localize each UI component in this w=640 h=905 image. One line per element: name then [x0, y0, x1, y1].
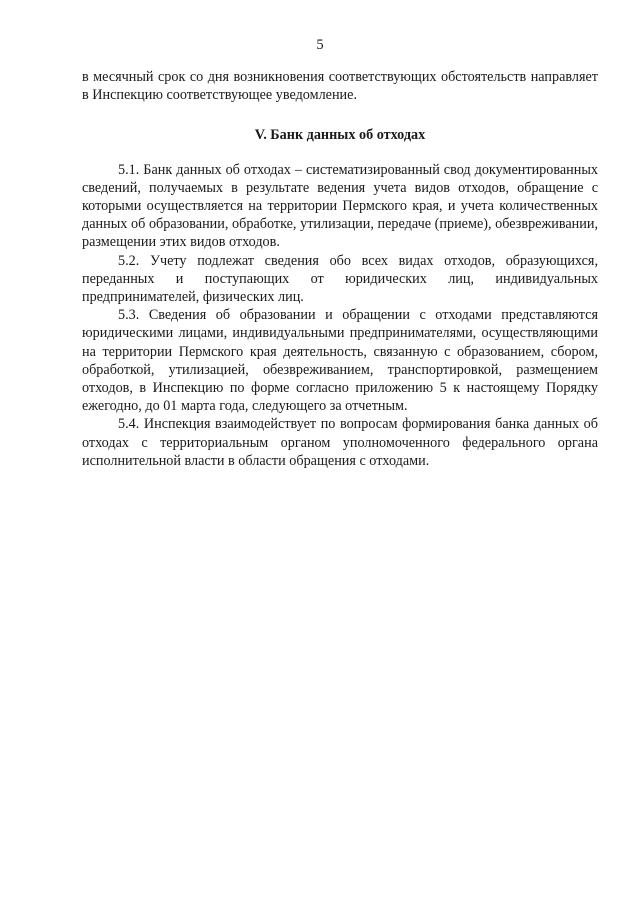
paragraph-5-4: 5.4. Инспекция взаимодействует по вопросам формирования банка данных об отходах с территориальным органом уполномоченного федерального органа исполнительной власти в области обращения с отходами. [82, 416, 598, 469]
paragraph-5-1: 5.1. Банк данных об отходах – систематизированный свод документированных сведений, получаемых в результате ведения учета видов отходов, обращение с которыми осуществляется на территории Пермского края, и учета количественных данных об образовании, обработке, утилизации, передаче (приеме), обезвреживании, размещении этих видов отходов. [82, 161, 598, 251]
paragraph-5-2: 5.2. Учету подлежат сведения обо всех видах отходов, образующихся, переданных и поступающих от юридических лиц, индивидуальных предпринимателей, физических лиц. [82, 252, 598, 306]
section-title: V. Банк данных об отходах [254, 127, 426, 144]
paragraph-5-3: 5.3. Сведения об образовании и обращении с отходами представляются юридическими лицами, индивидуальными предпринимателями, осуществляющими на территории Пермского края деятельность, связанную с образованием, сбором, обработкой, утилизацией, обезвреживанием, транспортировкой, размещением отходов, в Инспекцию по форме согласно приложению 5 к настоящему Порядку ежегодно, до 01 марта года, следующего за отчетным. [82, 307, 598, 415]
page-number: 5 [316, 37, 324, 53]
document-body [82, 68, 598, 470]
intro-paragraph: в месячный срок со дня возникновения соответствующих обстоятельств направляет в Инспекцию соответствующее уведомление. [82, 69, 598, 104]
